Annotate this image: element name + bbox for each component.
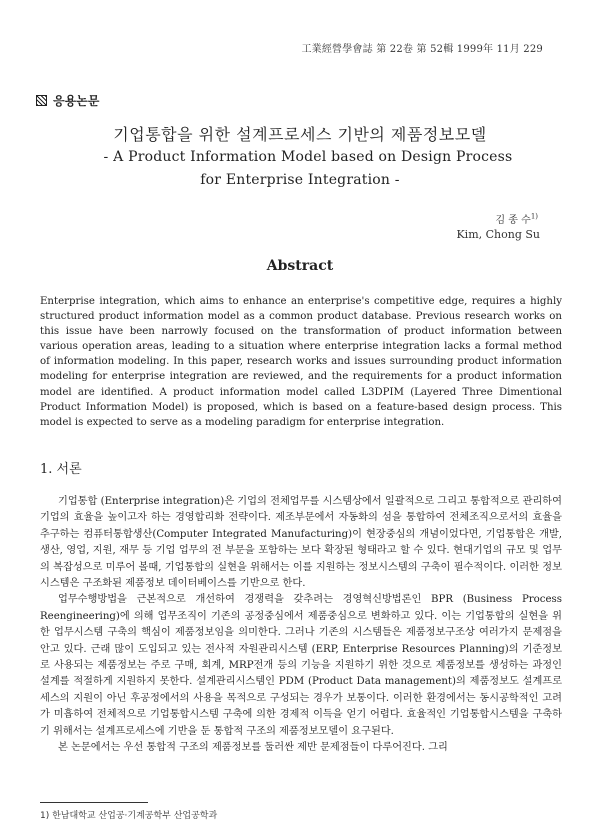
section-tag — [36, 92, 99, 109]
author-english: Kim, Chong Su — [456, 228, 540, 241]
running-header: 工業經營學會誌 第 22卷 第 52輯 1999年 11月 229 — [301, 44, 543, 55]
section-heading-introduction: 1. 서론 — [40, 462, 82, 477]
footnote-divider — [40, 802, 148, 803]
paper-title-english-line2: for Enterprise Integration - — [200, 172, 400, 188]
hatched-square-icon — [36, 95, 47, 106]
introduction-body — [40, 494, 562, 757]
paper-title-english-line1: - A Product Information Model based on Design Process — [103, 149, 513, 165]
section-tag-label: 응용논문 — [53, 94, 100, 108]
abstract-text: Enterprise integration, which aims to enhance an enterprise's competitive edge, requires a highly structured product information model as a common product database. Previous research works on this issue have been narrowly focused on the transformation of product information between various operation areas, leading to a situation where enterprise integration lacks a formal method of information modeling. In this paper, research works and issues surrounding product information modeling for enterprise integration are reviewed, and the requirements for a product information model are identified. A product information model called L3DPIM (Layered Three Dimentional Product Information Model) is proposed, which is based on a feature-based design process. This model is expected to serve as a modeling paradigm for enterprise integration. — [40, 296, 562, 428]
abstract-heading: Abstract — [266, 258, 334, 274]
paper-title-korean: 기업통합을 위한 설계프로세스 기반의 제품정보모델 — [113, 125, 487, 144]
author-footnote-mark: 1) — [530, 212, 538, 221]
paragraph-1: 기업통합 (Enterprise integration)은 기업의 전체업무를 시스템상에서 일괄적으로 그리고 통합적으로 관리하여 기업의 효율을 높이고자 하는 경영합리화 전략이다. 제조부문에서 자동화의 섬을 통합하여 전체조직으로서의 효율을 추구하는 컴퓨터통합생산(Computer Integrated Manufacturing)이 현장중심의 개념이었다면, 기업통합은 개발, 생산, 영업, 지원, 재무 등 기업 업무의 전 부문을 포함하는 보다 확장된 형태라고 할 수 있다. 현대기업의 규모 및 업무의 복잡성으로 미루어 볼때, 기업통합의 실현을 위해서는 이를 지원하는 정보시스템의 구축이 필수적이다. 이러한 정보시스템은 구조화된 제품정보 데이터베이스를 기반으로 한다. — [40, 496, 562, 590]
author-korean-name: 김 종 수 — [495, 215, 531, 226]
footnote-affiliation: 1) 한남대학교 산업공·기계공학부 산업공학과 — [40, 811, 218, 821]
paragraph-3: 본 논문에서는 우선 통합적 구조의 제품정보를 둘러싼 제반 문제점들이 다루어진다. 그리 — [58, 742, 448, 754]
paragraph-2: 업무수행방법을 근본적으로 개선하여 경쟁력을 갖추려는 경영혁신방법론인 BPR (Business Process Reengineering)에 의해 업무조직이 기존의 공정중심에서 제품중심으로 변화하고 있다. 이는 기업통합의 실현을 위한 업무시스템 구축의 핵심이 제품정보임을 의미한다. 그러나 기존의 시스템들은 제품정보구조상 여러가지 문제점을 안고 있다. 근래 많이 도입되고 있는 전사적 자원관리시스템 (ERP, Enterprise Resources Planning)의 기준정보로 사용되는 제품정보는 주로 구매, 회계, MRP전개 등의 기능을 지원하기 위한 것으로 제품정보를 생성하는 과정인 설계를 적절하게 지원하지 못한다. 설계관리시스템인 PDM (Product Data management)의 제품정보도 설계프로세스의 지원이 아닌 후공정에서의 사용을 목적으로 구성되는 경우가 보통이다. 이러한 환경에서는 동시공학적인 고려가 미흡하여 전체적으로 기업통합시스템 구축에 의한 경제적 이득을 얻기 어렵다. 효율적인 기업통합시스템을 구축하기 위해서는 설계프로세스에 기반을 둔 통합적 구조의 제품정보모델이 요구된다. — [40, 594, 562, 737]
author-korean — [495, 211, 538, 226]
